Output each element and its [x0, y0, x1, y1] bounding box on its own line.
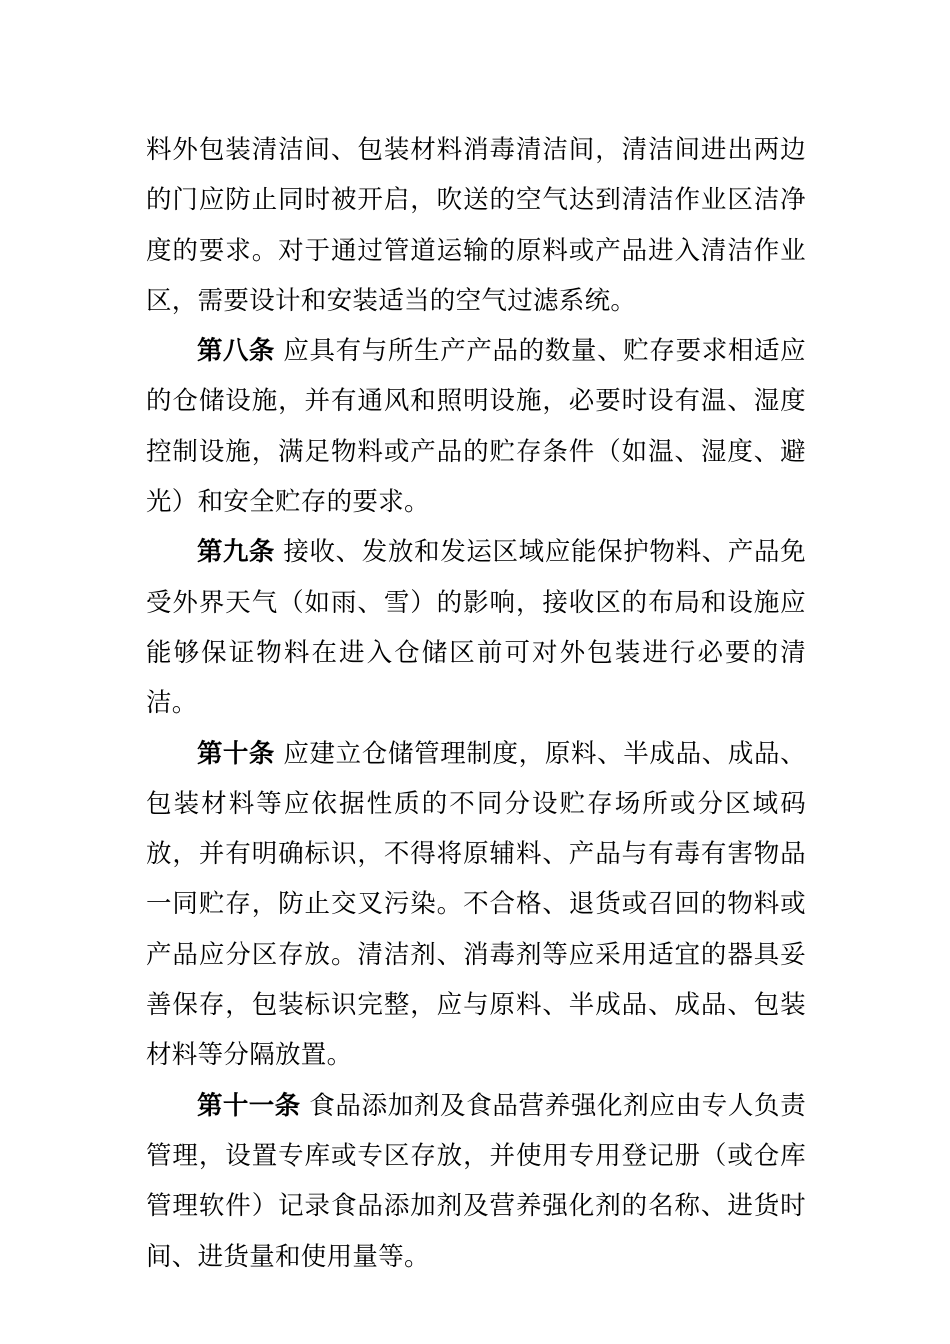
article-text: 应具有与所生产产品的数量、贮存要求相适应的仓储设施，并有通风和照明设施，必要时设有温、湿度控制设施，满足物料或产品的贮存条件（如温、湿度、避光）和安全贮存的要求。	[146, 336, 806, 518]
document-body	[146, 125, 806, 1282]
article-heading: 第十条	[197, 738, 275, 769]
article-8	[146, 326, 806, 527]
article-10	[146, 729, 806, 1081]
paragraph-text: 料外包装清洁间、包装材料消毒清洁间，清洁间进出两边的门应防止同时被开启，吹送的空气达到清洁作业区洁净度的要求。对于通过管道运输的原料或产品进入清洁作业区，需要设计和安装适当的空气过滤系统。	[146, 135, 806, 316]
article-9	[146, 527, 806, 728]
article-11	[146, 1081, 806, 1282]
article-text: 应建立仓储管理制度，原料、半成品、成品、包装材料等应依据性质的不同分设贮存场所或分区域码放，并有明确标识，不得将原辅料、产品与有毒有害物品一同贮存，防止交叉污染。不合格、退货或召回的物料或产品应分区存放。清洁剂、消毒剂等应采用适宜的器具妥善保存，包装标识完整，应与原料、半成品、成品、包装材料等分隔放置。	[146, 738, 806, 1071]
article-heading: 第八条	[197, 336, 275, 367]
article-text: 食品添加剂及食品营养强化剂应由专人负责管理，设置专库或专区存放，并使用专用登记册（或仓库管理软件）记录食品添加剂及营养强化剂的名称、进货时间、进货量和使用量等。	[146, 1090, 806, 1272]
article-text: 接收、发放和发运区域应能保护物料、产品免受外界天气（如雨、雪）的影响，接收区的布局和设施应能够保证物料在进入仓储区前可对外包装进行必要的清洁。	[146, 537, 806, 719]
paragraph-continued	[146, 125, 806, 326]
article-heading: 第九条	[197, 537, 275, 568]
article-heading: 第十一条	[197, 1090, 301, 1121]
